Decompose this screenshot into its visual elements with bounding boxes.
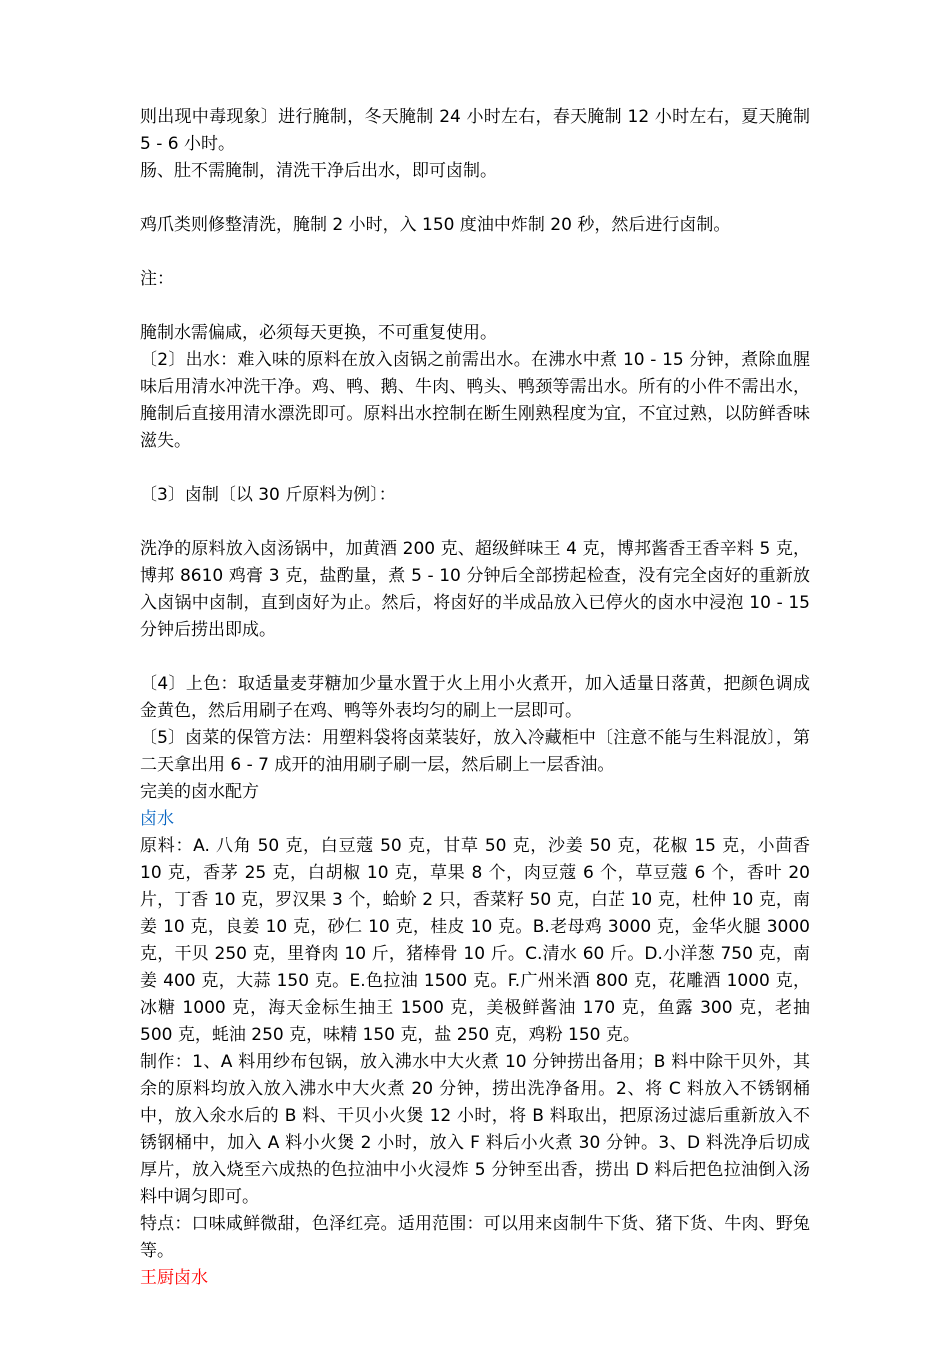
paragraph-preparation: 制作：1、A 料用纱布包锅，放入沸水中大火煮 10 分钟捞出备用；B 料中除干贝外，其余的原料均放入放入沸水中大火煮 20 分钟，捞出洗净备用。2、将 C 料放入不锈钢桶中，放入氽水后的 B 料、干贝小火煲 12 小时，将 B 料取出，把原汤过滤后重新放入不锈钢桶中，加入 A 料小火煲 2 小时，放入 F 料后小火煮 30 分钟。3、D 料洗净后切成厚片，放入烧至六成热的色拉油中小火浸炸 5 分钟至出香，捞出 D 料后把色拉油倒入汤料中调匀即可。: [140, 1052, 810, 1207]
paragraph-step3-heading: 〔3〕卤制〔以 30 斤原料为例〕：: [140, 485, 396, 505]
paragraph-note-label: 注：: [140, 269, 174, 289]
paragraph-step5-storage: 〔5〕卤菜的保管方法：用塑料袋将卤菜装好，放入冷藏柜中〔注意不能与生料混放〕，第二天拿出用 6 - 7 成开的油用刷子刷一层，然后刷上一层香油。: [140, 728, 810, 775]
blank-line: [140, 644, 810, 671]
paragraph-perfect-recipe-heading: 完美的卤水配方: [140, 782, 259, 802]
paragraph-chicken-feet: 鸡爪类则修整清洗，腌制 2 小时，入 150 度油中炸制 20 秒，然后进行卤制。: [140, 215, 731, 235]
blank-line: [140, 185, 810, 212]
paragraph-marinate-time: 则出现中毒现象〕进行腌制，冬天腌制 24 小时左右，春天腌制 12 小时左右，夏天腌制 5 - 6 小时。: [140, 107, 810, 154]
paragraph-step4-coloring: 〔4〕上色：取适量麦芽糖加少量水置于火上用小火煮开，加入适量日落黄，把颜色调成金黄色，然后用刷子在鸡、鸭等外表均匀的刷上一层即可。: [140, 674, 810, 721]
paragraph-ingredients: 原料：A. 八角 50 克，白豆蔻 50 克，甘草 50 克，沙姜 50 克，花椒 15 克，小茴香 10 克，香茅 25 克，白胡椒 10 克，草果 8 个，肉豆蔻 6 个，草豆蔻 6 个，香叶 20 片，丁香 10 克，罗汉果 3 个，蛤蚧 2 只，香菜籽 50 克，白芷 10 克，杜仲 10 克，南姜 10 克，良姜 10 克，砂仁 10 克，桂皮 10 克。B.老母鸡 3000 克，金华火腿 3000 克，干贝 250 克，里脊肉 10 斤，猪棒骨 10 斤。C.清水 60 斤。D.小洋葱 750 克，南姜 400 克，大蒜 150 克。E.色拉油 1500 克。F.广州米酒 800 克，花雕酒 1000 克，冰糖 1000 克，海天金标生抽王 1500 克，美极鲜酱油 170 克，鱼露 300 克，老抽 500 克，蚝油 250 克，味精 150 克，盐 250 克，鸡粉 150 克。: [140, 836, 810, 1045]
blank-line: [140, 455, 810, 482]
paragraph-characteristics: 特点：口味咸鲜微甜，色泽红亮。适用范围：可以用来卤制牛下货、猪下货、牛肉、野兔等。: [140, 1214, 810, 1261]
blank-line: [140, 239, 810, 266]
paragraph-marinate-water: 腌制水需偏咸，必须每天更换，不可重复使用。: [140, 323, 497, 343]
luwater-link[interactable]: 卤水: [140, 809, 174, 829]
paragraph-step2-blanch: 〔2〕出水：难入味的原料在放入卤锅之前需出水。在沸水中煮 10 - 15 分钟，煮除血腥味后用清水冲洗干净。鸡、鸭、鹅、牛肉、鸭头、鸭颈等需出水。所有的小件不需出水，腌制后直接用清水漂洗即可。原料出水控制在断生刚熟程度为宜，不宜过熟，以防鲜香味滋失。: [140, 350, 810, 451]
wangchu-luwater-heading: 王厨卤水: [140, 1268, 208, 1288]
blank-line: [140, 293, 810, 320]
blank-line: [140, 509, 810, 536]
document-body: [140, 104, 810, 1292]
paragraph-intestine: 肠、肚不需腌制，清洗干净后出水，即可卤制。: [140, 161, 497, 181]
paragraph-step3-body: 洗净的原料放入卤汤锅中，加黄酒 200 克、超级鲜味王 4 克，博邦酱香王香辛料 5 克，博邦 8610 鸡膏 3 克，盐酌量，煮 5 - 10 分钟后全部捞起检查，没有完全卤好的重新放入卤锅中卤制，直到卤好为止。然后，将卤好的半成品放入已停火的卤水中浸泡 10 - 15 分钟后捞出即成。: [140, 539, 810, 640]
